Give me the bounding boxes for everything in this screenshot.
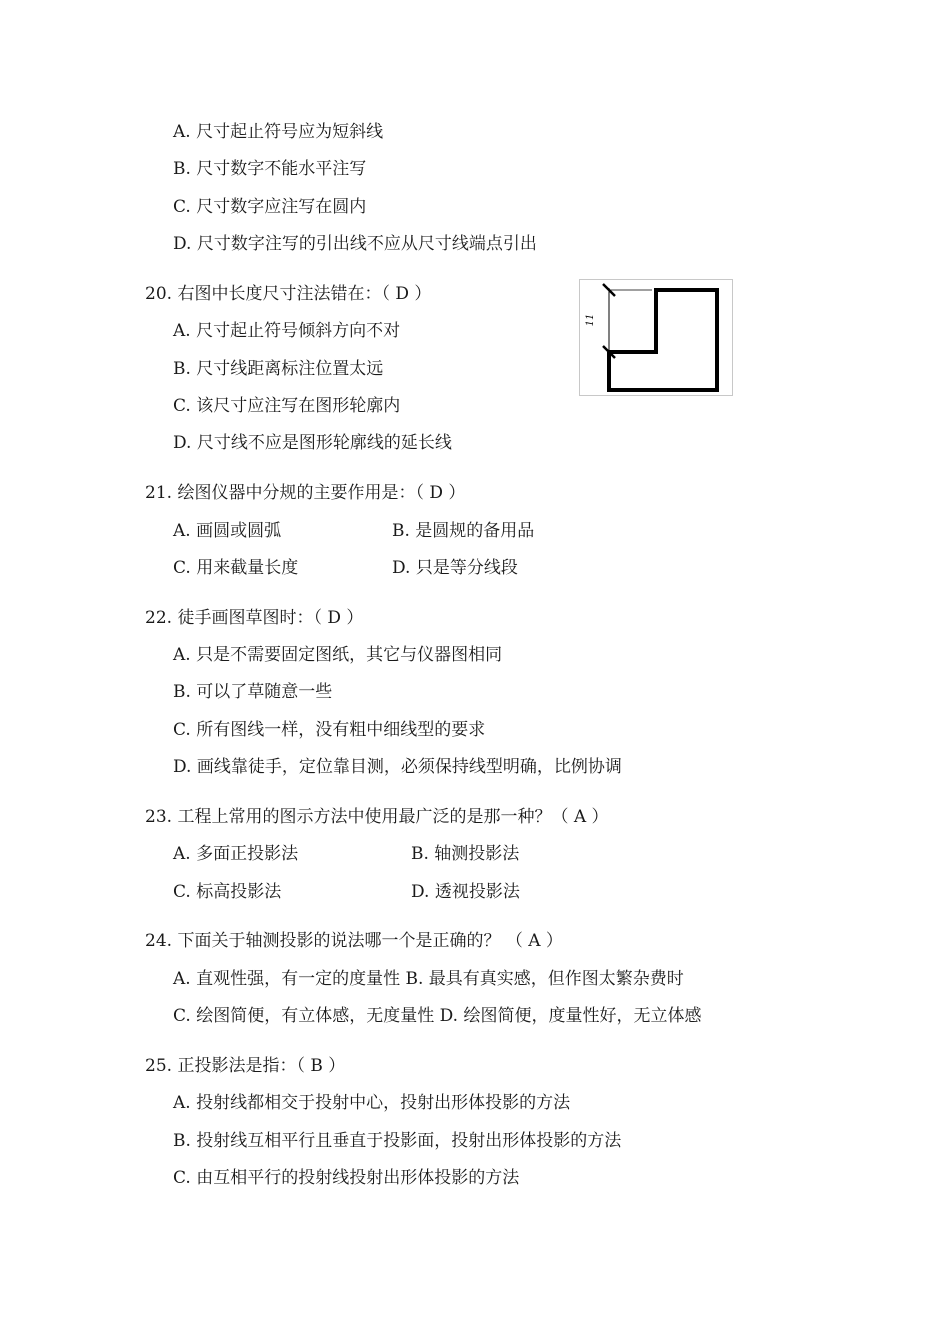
q20-option-c: C. 该尺寸应注写在图形轮廓内	[173, 396, 401, 416]
q24-option-cd: C. 绘图简便，有立体感，无度量性 D. 绘图简便，度量性好，无立体感	[173, 1006, 702, 1026]
q21-option-a: A. 画圆或圆弧	[173, 521, 282, 541]
q22-option-a: A. 只是不需要固定图纸，其它与仪器图相同	[173, 645, 503, 665]
q19-option-b: B. 尺寸数字不能水平注写	[173, 159, 367, 179]
q20-dimension-figure	[579, 279, 733, 396]
q23-option-c: C. 标高投影法	[173, 882, 282, 902]
q22-option-c: C. 所有图线一样，没有粗中细线型的要求	[173, 720, 486, 740]
l-shape-drawing	[580, 280, 732, 395]
q19-option-d: D. 尺寸数字注写的引出线不应从尺寸线端点引出	[173, 234, 537, 254]
q21-stem: 21. 绘图仪器中分规的主要作用是：（ D ）	[145, 483, 466, 503]
q22-option-b: B. 可以了草随意一些	[173, 682, 333, 702]
q21-option-b: B. 是圆规的备用品	[392, 521, 535, 541]
q23-option-a: A. 多面正投影法	[173, 844, 299, 864]
q25-option-c: C. 由互相平行的投射线投射出形体投影的方法	[173, 1168, 520, 1188]
q23-stem: 23. 工程上常用的图示方法中使用最广泛的是那一种？（ A ）	[145, 807, 609, 827]
q19-option-a: A. 尺寸起止符号应为短斜线	[173, 122, 384, 142]
q20-stem: 20. 右图中长度尺寸注法错在：（ D ）	[145, 284, 432, 304]
q20-option-b: B. 尺寸线距离标注位置太远	[173, 359, 384, 379]
q24-stem: 24. 下面关于轴测投影的说法哪一个是正确的？ （ A ）	[145, 931, 563, 951]
q20-option-a: A. 尺寸起止符号倾斜方向不对	[173, 321, 401, 341]
q22-option-d: D. 画线靠徒手，定位靠目测，必须保持线型明确，比例协调	[173, 757, 622, 777]
q25-option-b: B. 投射线互相平行且垂直于投影面，投射出形体投影的方法	[173, 1131, 622, 1151]
q21-option-d: D. 只是等分线段	[392, 558, 518, 578]
q24-option-ab: A. 直观性强，有一定的度量性 B. 最具有真实感，但作图太繁杂费时	[173, 969, 684, 989]
q25-option-a: A. 投射线都相交于投射中心，投射出形体投影的方法	[173, 1093, 571, 1113]
q19-option-c: C. 尺寸数字应注写在圆内	[173, 197, 367, 217]
q21-option-c: C. 用来截量长度	[173, 558, 299, 578]
q22-stem: 22. 徒手画图草图时：（ D ）	[145, 608, 364, 628]
q25-stem: 25. 正投影法是指：（ B ）	[145, 1056, 346, 1076]
q23-option-b: B. 轴测投影法	[411, 844, 520, 864]
q20-option-d: D. 尺寸线不应是图形轮廓线的延长线	[173, 433, 452, 453]
dimension-text: 11	[585, 313, 596, 327]
q23-option-d: D. 透视投影法	[411, 882, 520, 902]
